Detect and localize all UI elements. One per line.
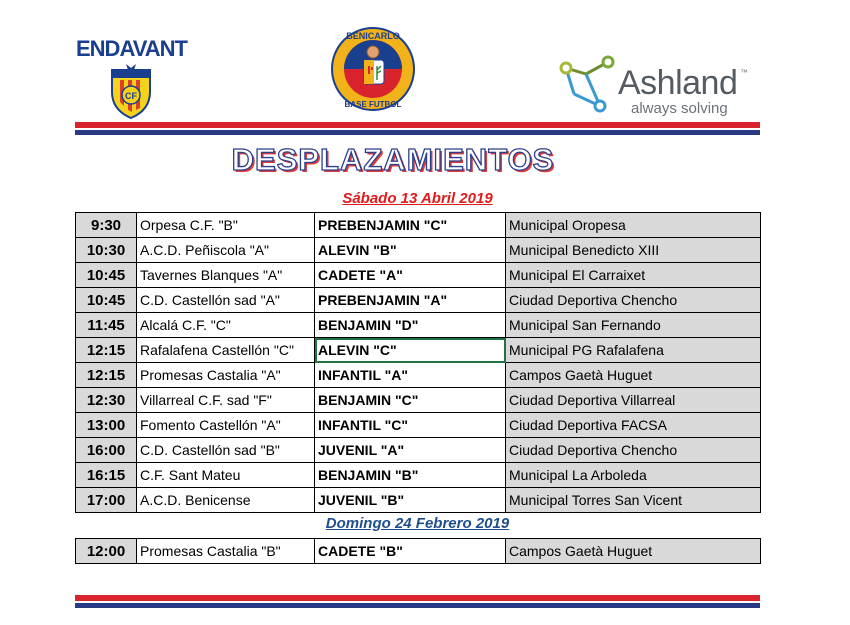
time-cell[interactable]: 12:15 <box>76 338 137 363</box>
table-row <box>76 288 761 313</box>
time-cell[interactable]: 16:15 <box>76 463 137 488</box>
rival-cell[interactable]: A.C.D. Benicense <box>137 488 315 513</box>
endavant-logo <box>76 32 186 122</box>
venue-cell[interactable]: Municipal PG Rafalafena <box>506 338 761 363</box>
category-cell[interactable]: JUVENIL "B" <box>315 488 506 513</box>
rival-cell[interactable]: Promesas Castalia "B" <box>137 539 315 564</box>
rival-cell[interactable]: C.F. Sant Mateu <box>137 463 315 488</box>
time-cell[interactable]: 16:00 <box>76 438 137 463</box>
footer-stripe <box>75 595 760 608</box>
time-cell[interactable]: 10:45 <box>76 263 137 288</box>
schedule-table-sunday <box>75 538 761 564</box>
venue-cell[interactable]: Ciudad Deportiva Chencho <box>506 438 761 463</box>
time-cell[interactable]: 9:30 <box>76 213 137 238</box>
category-cell[interactable]: BENJAMIN "C" <box>315 388 506 413</box>
time-cell[interactable]: 12:30 <box>76 388 137 413</box>
venue-cell[interactable]: Municipal San Fernando <box>506 313 761 338</box>
rival-cell[interactable]: A.C.D. Peñiscola "A" <box>137 238 315 263</box>
venue-cell[interactable]: Municipal El Carraixet <box>506 263 761 288</box>
rival-cell[interactable]: Promesas Castalia "A" <box>137 363 315 388</box>
category-cell[interactable]: PREBENJAMIN "A" <box>315 288 506 313</box>
ashland-trademark: ™ <box>740 68 748 77</box>
category-cell[interactable]: ALEVIN "B" <box>315 238 506 263</box>
venue-cell[interactable]: Municipal Oropesa <box>506 213 761 238</box>
category-cell[interactable]: CADETE "B" <box>315 539 506 564</box>
category-cell-selected[interactable]: ALEVIN "C" <box>315 338 506 363</box>
table-row <box>76 539 761 564</box>
venue-cell[interactable]: Ciudad Deportiva Chencho <box>506 288 761 313</box>
venue-cell[interactable]: Ciudad Deportiva Villarreal <box>506 388 761 413</box>
section-date-sunday: Domingo 24 Febrero 2019 <box>325 515 510 532</box>
section-date-saturday: Sábado 13 Abril 2019 <box>342 190 493 207</box>
category-cell[interactable]: BENJAMIN "D" <box>315 313 506 338</box>
endavant-wordmark: ENDAVANT <box>76 36 187 61</box>
table-row <box>76 413 761 438</box>
venue-cell[interactable]: Campos Gaetà Huguet <box>506 539 761 564</box>
venue-cell[interactable]: Ciudad Deportiva FACSA <box>506 413 761 438</box>
header-stripe <box>75 122 760 135</box>
time-cell[interactable]: 10:45 <box>76 288 137 313</box>
table-row <box>76 313 761 338</box>
time-cell[interactable]: 17:00 <box>76 488 137 513</box>
table-row <box>76 338 761 363</box>
ashland-logo <box>556 54 756 118</box>
rival-cell[interactable]: C.D. Castellón sad "A" <box>137 288 315 313</box>
rival-cell[interactable]: Alcalá C.F. "C" <box>137 313 315 338</box>
rival-cell[interactable]: Orpesa C.F. "B" <box>137 213 315 238</box>
time-cell[interactable]: 12:15 <box>76 363 137 388</box>
category-cell[interactable]: BENJAMIN "B" <box>315 463 506 488</box>
table-row <box>76 363 761 388</box>
time-cell[interactable]: 13:00 <box>76 413 137 438</box>
ashland-slogan: always solving <box>631 100 728 117</box>
table-row <box>76 488 761 513</box>
category-cell[interactable]: JUVENIL "A" <box>315 438 506 463</box>
rival-cell[interactable]: Fomento Castellón "A" <box>137 413 315 438</box>
category-cell[interactable]: INFANTIL "A" <box>315 363 506 388</box>
venue-cell[interactable]: Municipal La Arboleda <box>506 463 761 488</box>
rival-cell[interactable]: Rafalafena Castellón "C" <box>137 338 315 363</box>
page-title: DESPLAZAMIENTOS <box>231 142 555 177</box>
rival-cell[interactable]: Villarreal C.F. sad "F" <box>137 388 315 413</box>
category-cell[interactable]: INFANTIL "C" <box>315 413 506 438</box>
table-row <box>76 263 761 288</box>
villarreal-crest-icon <box>106 62 156 120</box>
time-cell[interactable]: 12:00 <box>76 539 137 564</box>
table-row <box>76 238 761 263</box>
ashland-wordmark: Ashland <box>618 64 738 102</box>
table-row <box>76 213 761 238</box>
time-cell[interactable]: 11:45 <box>76 313 137 338</box>
ashland-molecule-icon <box>556 54 616 114</box>
table-row <box>76 463 761 488</box>
benicarlo-crest-icon <box>326 26 420 112</box>
table-row <box>76 438 761 463</box>
venue-cell[interactable]: Campos Gaetà Huguet <box>506 363 761 388</box>
svg-text:BASE FUTBOL: BASE FUTBOL <box>344 100 402 109</box>
venue-cell[interactable]: Municipal Torres San Vicent <box>506 488 761 513</box>
crest-letters: CF <box>125 91 137 101</box>
venue-cell[interactable]: Municipal Benedicto XIII <box>506 238 761 263</box>
schedule-table-saturday <box>75 212 761 513</box>
rival-cell[interactable]: C.D. Castellón sad "B" <box>137 438 315 463</box>
rival-cell[interactable]: Tavernes Blanques "A" <box>137 263 315 288</box>
table-row <box>76 388 761 413</box>
svg-text:BENICARLO: BENICARLO <box>346 31 400 41</box>
category-cell[interactable]: CADETE "A" <box>315 263 506 288</box>
category-cell[interactable]: PREBENJAMIN "C" <box>315 213 506 238</box>
time-cell[interactable]: 10:30 <box>76 238 137 263</box>
